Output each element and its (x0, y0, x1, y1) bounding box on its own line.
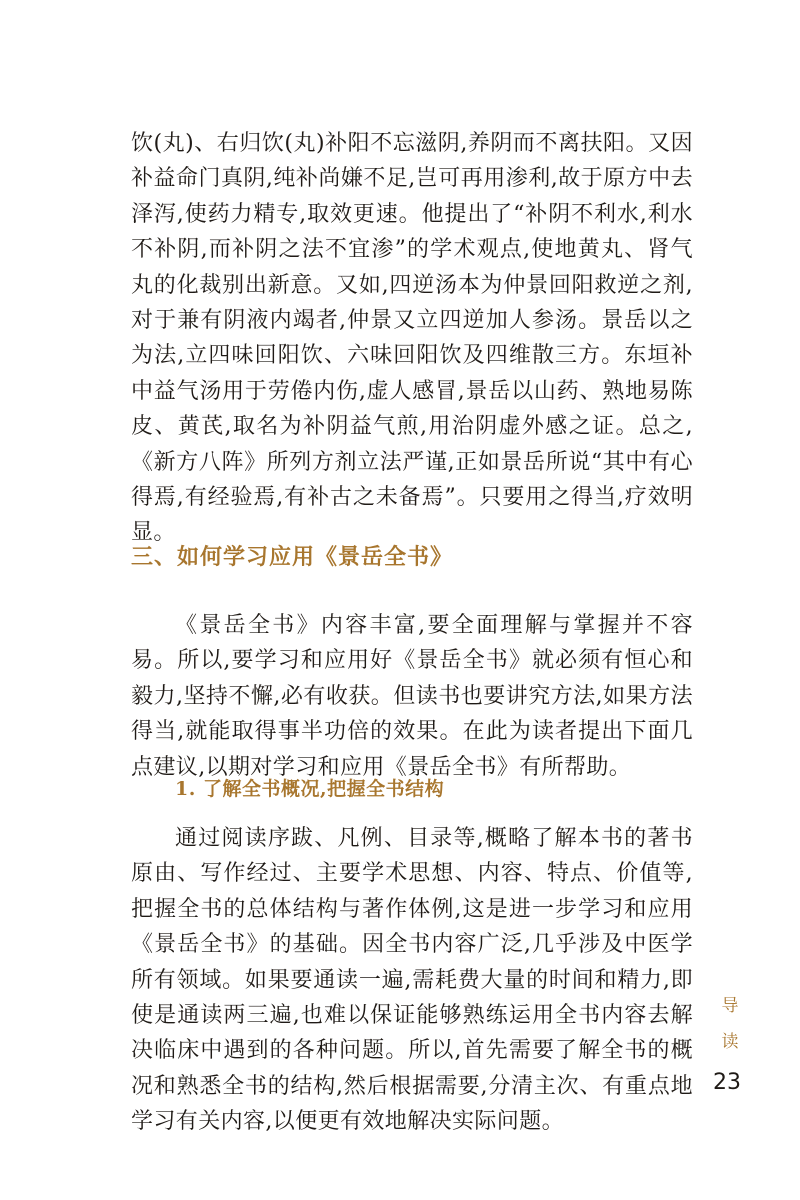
continuation-paragraph: 饮(丸)、右归饮(丸)补阳不忘滋阴,养阴而不离扶阳。又因补益命门真阴,纯补尚嫌不足,岂可再用渗利,故于原方中去泽泻,使药力精专,取效更速。他提出了“补阴不利水,利水不补阴,而补阴之法不宜渗”的学术观点,使地黄丸、肾气丸的化裁别出新意。又如,四逆汤本为仲景回阳救逆之剂,对于兼有阴液内竭者,仲景又立四逆加人参汤。景岳以之为法,立四味回阳饮、六味回阳饮及四维散三方。东垣补中益气汤用于劳倦内伤,虚人感冒,景岳以山药、熟地易陈皮、黄芪,取名为补阴益气煎,用治阴虚外感之证。总之,《新方八阵》所列方剂立法严谨,正如景岳所说“其中有心得焉,有经验焉,有补古之未备焉”。只要用之得当,疗效明显。 (131, 131, 693, 546)
intro-paragraph: 《景岳全书》内容丰富,要全面理解与掌握并不容易。所以,要学习和应用好《景岳全书》就必须有恒心和毅力,坚持不懈,必有收获。但读书也要讲究方法,如果方法得当,就能取得事半功倍的效果。在此为读者提出下面几点建议,以期对学习和应用《景岳全书》有所帮助。 (131, 613, 693, 780)
section-heading: 三、如何学习应用《景岳全书》 (131, 545, 454, 570)
running-section-label: 导读 (721, 996, 739, 1052)
page-number: 23 (713, 1070, 741, 1095)
subheading: 1. 了解全书概况,把握全书结构 (175, 778, 445, 800)
body-paragraph: 通过阅读序跋、凡例、目录等,概略了解本书的著书原由、写作经过、主要学术思想、内容、特点、价值等,把握全书的总体结构与著作体例,这是进一步学习和应用《景岳全书》的基础。因全书内容广泛,几乎涉及中医学所有领域。如果要通读一遍,需耗费大量的时间和精力,即使是通读两三遍,也难以保证能够熟练运用全书内容去解决临床中遇到的各种问题。所以,首先需要了解全书的概况和熟悉全书的结构,然后根据需要,分清主次、有重点地学习有关内容,以便更有效地解决实际问题。 (131, 826, 693, 1135)
